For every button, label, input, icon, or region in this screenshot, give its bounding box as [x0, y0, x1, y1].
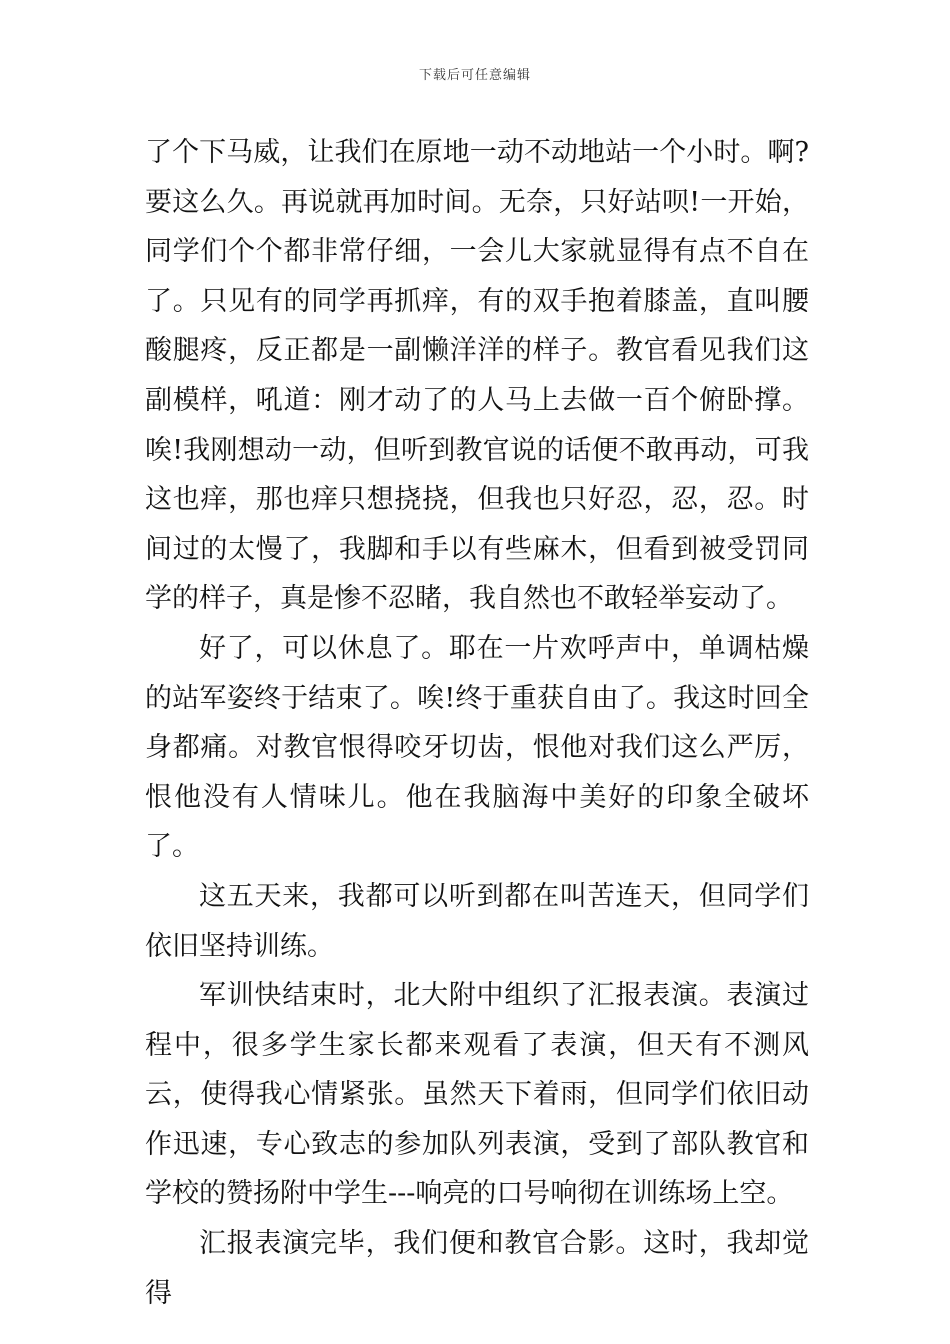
paragraph-4: 军训快结束时，北大附中组织了汇报表演。表演过程中，很多学生家长都来观看了表演，但天有不测风云，使得我心情紧张。虽然天下着雨，但同学们依旧动作迅速，专心致志的参加队列表演，受到了部队教官和学校的赞扬附中学生---响亮的口号响彻在训练场上空。	[145, 980, 809, 1210]
paragraph-3: 这五天来，我都可以听到都在叫苦连天，但同学们依旧坚持训练。	[145, 880, 809, 962]
paragraph-2: 好了，可以休息了。耶在一片欢呼声中，单调枯燥的站军姿终于结束了。唉!终于重获自由了。我这时回全身都痛。对教官恨得咬牙切齿，恨他对我们这么严厉，恨他没有人情味儿。他在我脑海中美好的印象全破坏了。	[145, 632, 809, 863]
document-body	[145, 128, 809, 1318]
paragraph-5: 汇报表演完毕，我们便和教官合影。这时，我却觉得	[145, 1228, 809, 1309]
paragraph-1: 了个下马威，让我们在原地一动不动地站一个小时。啊?要这么久。再说就再加时间。无奈，只好站呗!一开始，同学们个个都非常仔细，一会儿大家就显得有点不自在了。只见有的同学再抓痒，有的双手抱着膝盖，直叫腰酸腿疼，反正都是一副懒洋洋的样子。教官看见我们这副模样，吼道：刚才动了的人马上去做一百个俯卧撑。唉!我刚想动一动，但听到教官说的话便不敢再动，可我这也痒，那也痒只想挠挠，但我也只好忍，忍，忍。时间过的太慢了，我脚和手以有些麻木，但看到被受罚同学的样子，真是惨不忍睹，我自然也不敢轻举妄动了。	[145, 137, 809, 615]
page-header: 下载后可任意编辑	[418, 68, 531, 83]
